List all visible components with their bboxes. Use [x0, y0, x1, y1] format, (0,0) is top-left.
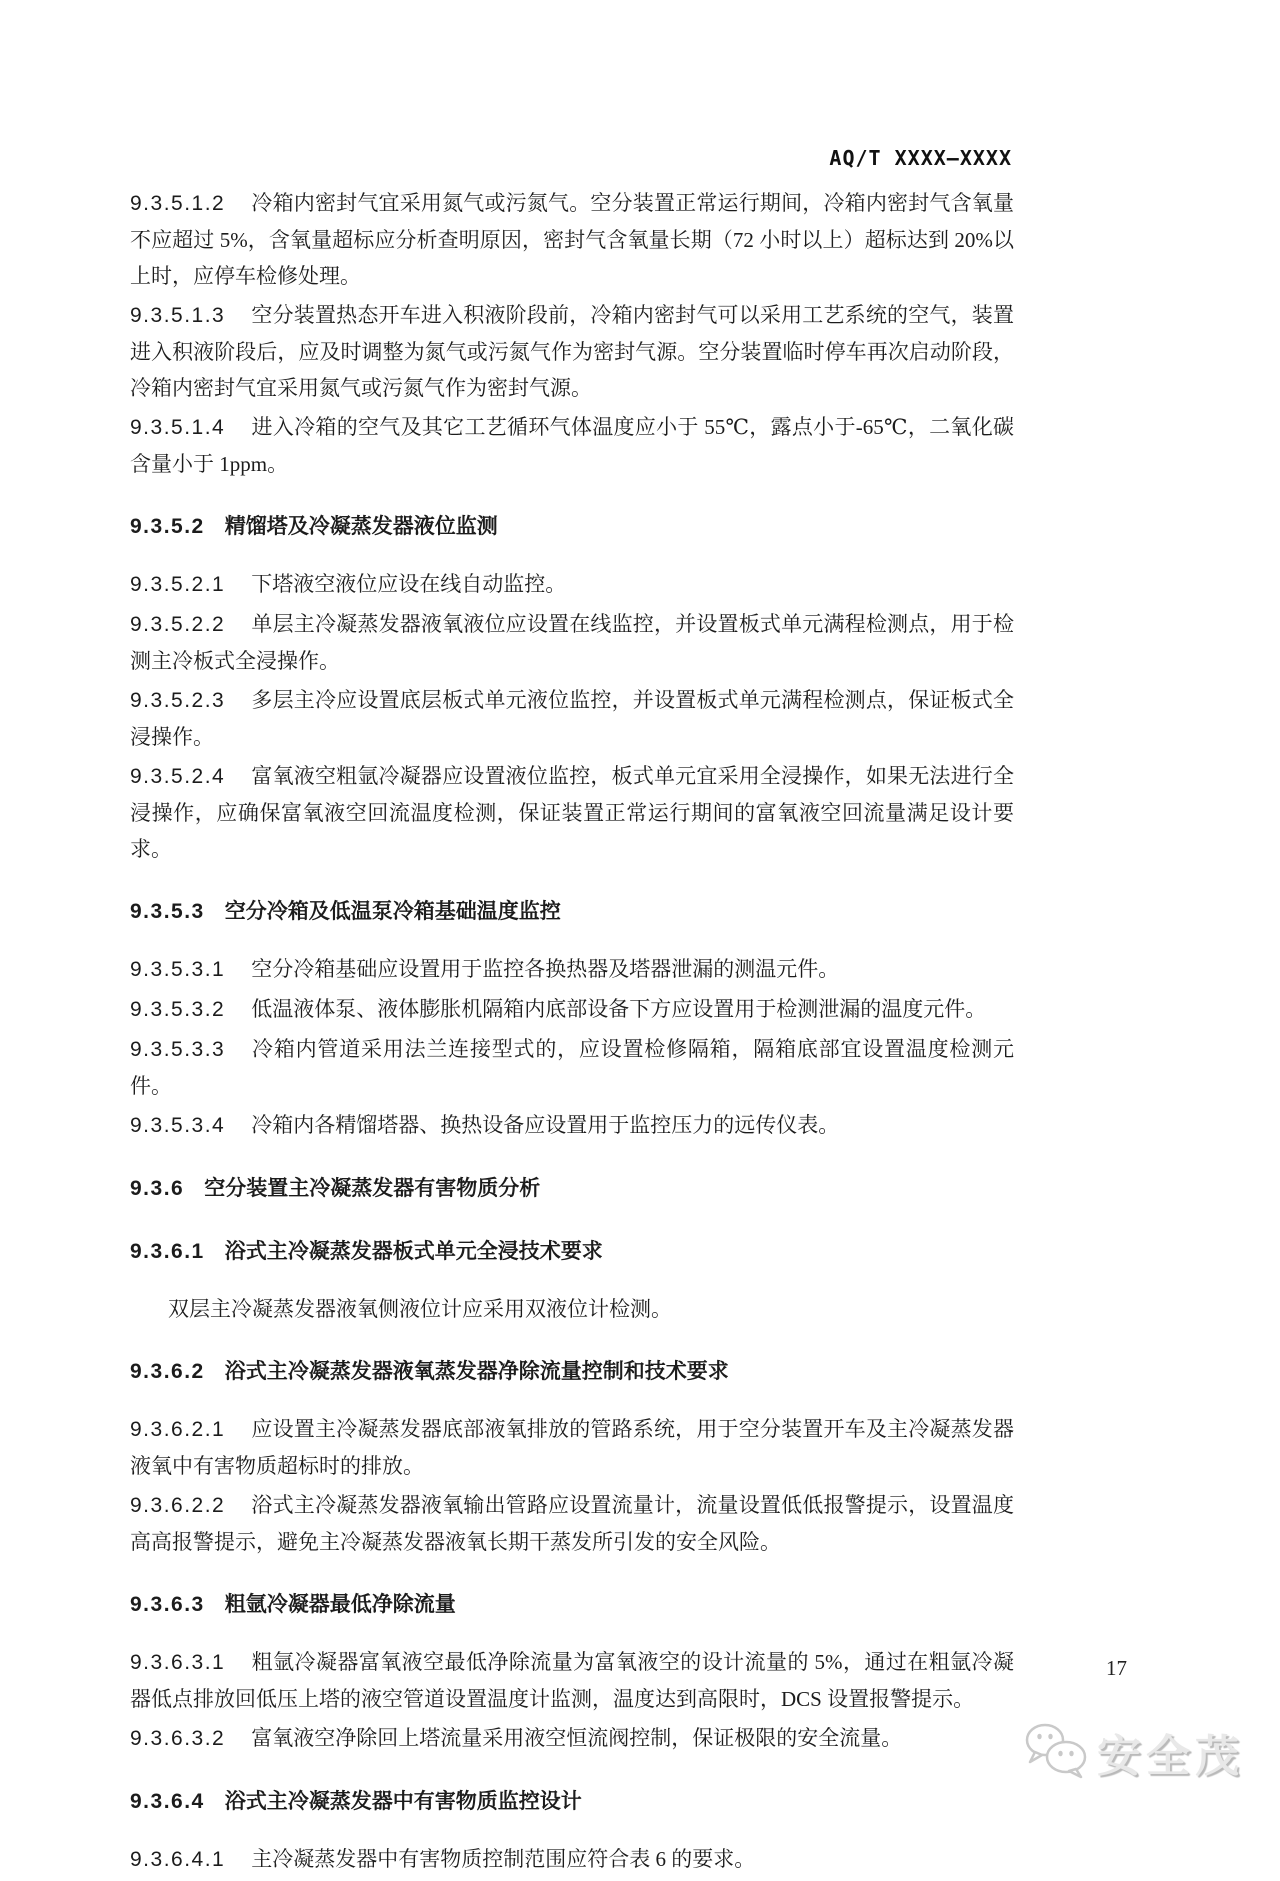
heading-text: 精馏塔及冷凝蒸发器液位监测: [224, 515, 498, 538]
clause-9-3-6-2-1: [130, 1411, 1014, 1484]
clause-9-3-5-3-2: [130, 991, 1014, 1028]
watermark-text: 安全茂: [1097, 1732, 1244, 1781]
section-heading-9-3-6-4: [130, 1784, 1014, 1820]
clause-text: 冷箱内密封气宜采用氮气或污氮气。空分装置正常运行期间，冷箱内密封气含氧量不应超过 5%，含氧量超标应分析查明原因，密封气含氧量长期（72 小时以上）超标达到 20%以上时，应停车检修处理。: [130, 191, 1014, 288]
heading-number: 9.3.6.1: [130, 1240, 205, 1263]
clause-number: 9.3.5.2.1: [130, 573, 226, 596]
section-heading-9-3-6: [130, 1171, 1014, 1207]
clause-number: 9.3.5.3.1: [130, 958, 226, 981]
section-heading-9-3-6-1: [130, 1234, 1014, 1270]
clause-text: 进入冷箱的空气及其它工艺循环气体温度应小于 55℃，露点小于-65℃，二氧化碳含量小于 1ppm。: [130, 415, 1014, 476]
paragraph-double-level-gauge: 双层主冷凝蒸发器液氧侧液位计应采用双液位计检测。: [168, 1297, 672, 1321]
heading-number: 9.3.5.2: [130, 515, 205, 538]
clause-9-3-5-3-1: [130, 951, 1014, 988]
clause-text: 主冷凝蒸发器中有害物质控制范围应符合表 6 的要求。: [251, 1847, 756, 1871]
clause-number: 9.3.6.3.1: [130, 1651, 226, 1674]
heading-text: 空分装置主冷凝蒸发器有害物质分析: [204, 1177, 541, 1200]
chat-bubbles-icon: [1023, 1721, 1089, 1784]
section-heading-9-3-6-3: [130, 1587, 1014, 1623]
clause-9-3-6-3-2: [130, 1720, 1014, 1757]
clause-text: 单层主冷凝蒸发器液氧液位应设置在线监控，并设置板式单元满程检测点，用于检测主冷板式全浸操作。: [130, 612, 1014, 673]
clause-9-3-5-2-4: [130, 758, 1014, 867]
clause-text: 粗氩冷凝器富氧液空最低净除流量为富氧液空的设计流量的 5%，通过在粗氩冷凝器低点排放回低压上塔的液空管道设置温度计监测，温度达到高限时，DCS 设置报警提示。: [130, 1650, 1014, 1711]
clause-text: 空分装置热态开车进入积液阶段前，冷箱内密封气可以采用工艺系统的空气，装置进入积液阶段后，应及时调整为氮气或污氮气作为密封气源。空分装置临时停车再次启动阶段，冷箱内密封气宜采用氮气或污氮气作为密封气源。: [130, 303, 1014, 400]
clause-number: 9.3.6.3.2: [130, 1727, 226, 1750]
clause-9-3-5-2-2: [130, 606, 1014, 679]
clause-number: 9.3.6.4.1: [130, 1848, 226, 1871]
heading-number: 9.3.6.2: [130, 1360, 205, 1383]
heading-text: 空分冷箱及低温泵冷箱基础温度监控: [224, 900, 561, 923]
heading-number: 9.3.5.3: [130, 900, 205, 923]
section-heading-9-3-6-2: [130, 1354, 1014, 1390]
document-header-code: AQ/T XXXX—XXXX: [829, 146, 1012, 170]
document-body: [130, 182, 1014, 1881]
clause-9-3-5-1-3: [130, 297, 1014, 406]
clause-9-3-6-3-1: [130, 1644, 1014, 1717]
clause-9-3-6-4-1: [130, 1841, 1014, 1878]
clause-number: 9.3.5.1.4: [130, 416, 226, 439]
clause-9-3-5-3-4: [130, 1107, 1014, 1144]
section-heading-9-3-5-2: [130, 509, 1014, 545]
watermark: [1023, 1720, 1244, 1784]
section-heading-9-3-5-3: [130, 894, 1014, 930]
clause-number: 9.3.5.3.3: [130, 1038, 226, 1061]
clause-text: 冷箱内各精馏塔器、换热设备应设置用于监控压力的远传仪表。: [251, 1113, 840, 1137]
clause-9-3-5-1-2: [130, 185, 1014, 294]
clause-number: 9.3.5.1.3: [130, 304, 226, 327]
page-number: 17: [1106, 1656, 1127, 1680]
clause-text: 浴式主冷凝蒸发器液氧输出管路应设置流量计，流量设置低低报警提示，设置温度高高报警提示，避免主冷凝蒸发器液氧长期干蒸发所引发的安全风险。: [130, 1493, 1014, 1554]
clause-9-3-5-2-3: [130, 682, 1014, 755]
clause-text: 低温液体泵、液体膨胀机隔箱内底部设备下方应设置用于检测泄漏的温度元件。: [251, 997, 987, 1021]
clause-number: 9.3.5.3.4: [130, 1114, 226, 1137]
heading-text: 浴式主冷凝蒸发器中有害物质监控设计: [224, 1790, 582, 1813]
clause-text: 冷箱内管道采用法兰连接型式的，应设置检修隔箱，隔箱底部宜设置温度检测元件。: [130, 1037, 1014, 1098]
clause-9-3-5-1-4: [130, 409, 1014, 482]
clause-text: 富氧液空净除回上塔流量采用液空恒流阀控制，保证极限的安全流量。: [251, 1726, 903, 1750]
clause-9-3-5-2-1: [130, 566, 1014, 603]
heading-text: 浴式主冷凝蒸发器液氧蒸发器净除流量控制和技术要求: [224, 1360, 729, 1383]
heading-text: 粗氩冷凝器最低净除流量: [224, 1593, 456, 1616]
heading-number: 9.3.6.4: [130, 1790, 205, 1813]
clause-text: 空分冷箱基础应设置用于监控各换热器及塔器泄漏的测温元件。: [251, 957, 840, 981]
clause-text: 下塔液空液位应设在线自动监控。: [251, 572, 567, 596]
clause-number: 9.3.5.3.2: [130, 998, 226, 1021]
clause-text: 多层主冷应设置底层板式单元液位监控，并设置板式单元满程检测点，保证板式全浸操作。: [130, 688, 1014, 749]
heading-text: 浴式主冷凝蒸发器板式单元全浸技术要求: [224, 1240, 603, 1263]
clause-text: 应设置主冷凝蒸发器底部液氧排放的管路系统，用于空分装置开车及主冷凝蒸发器液氧中有害物质超标时的排放。: [130, 1417, 1014, 1478]
clause-number: 9.3.5.2.2: [130, 613, 226, 636]
clause-9-3-5-3-3: [130, 1031, 1014, 1104]
clause-number: 9.3.5.1.2: [130, 192, 226, 215]
clause-number: 9.3.5.2.3: [130, 689, 226, 712]
clause-9-3-6-2-2: [130, 1487, 1014, 1560]
clause-number: 9.3.5.2.4: [130, 765, 226, 788]
clause-number: 9.3.6.2.1: [130, 1418, 226, 1441]
heading-number: 9.3.6: [130, 1177, 185, 1200]
clause-number: 9.3.6.2.2: [130, 1494, 226, 1517]
clause-text: 富氧液空粗氩冷凝器应设置液位监控，板式单元宜采用全浸操作，如果无法进行全浸操作，应确保富氧液空回流温度检测，保证装置正常运行期间的富氧液空回流量满足设计要求。: [130, 764, 1014, 861]
heading-number: 9.3.6.3: [130, 1593, 205, 1616]
